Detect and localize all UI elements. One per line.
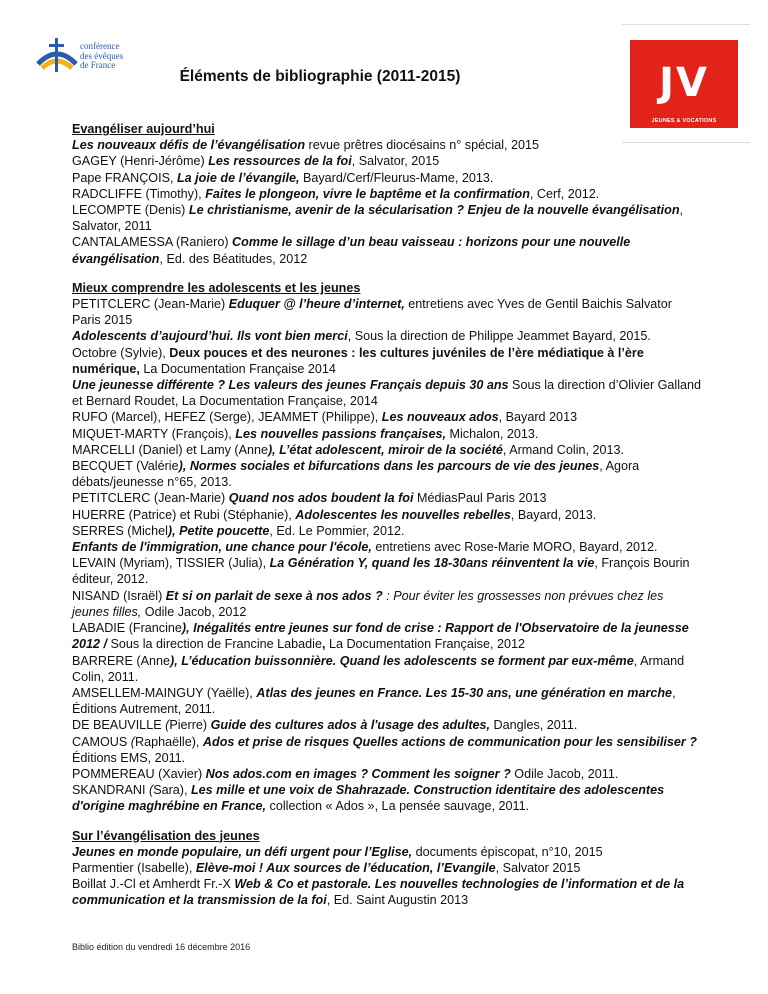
bibliography-entry [72, 507, 702, 523]
entry-text-run: , Ed. Saint Augustin 2013 [326, 893, 469, 908]
entry-text-run: HUERRE (Patrice) et Rubi (Stéphanie), [72, 507, 296, 522]
entry-text-run: MédiasPaul Paris 2013 [413, 491, 547, 506]
entry-text-run: , Armand Colin, 2011. [72, 653, 685, 684]
bibliography-entry [72, 296, 702, 328]
entry-text-run: Michalon, 2013. [445, 426, 539, 441]
entry-text-run: BECQUET (Valérie [72, 459, 179, 474]
entry-text-run: ), Normes sociales et bifurcations dans les parcours de vie des jeunes [178, 459, 600, 474]
bibliography-section [72, 280, 702, 815]
bibliography-entry [72, 442, 702, 458]
entry-text-run: CAMOUS [72, 734, 131, 749]
bibliography-entry [72, 153, 702, 169]
entry-text-run: PETITCLERC (Jean-Marie) [72, 297, 229, 312]
entry-text-run: , Armand Colin, 2013. [502, 442, 625, 457]
entry-text-run: , Sous la direction de Philippe Jeammet Bayard, 2015. [347, 329, 651, 344]
bibliography-entry [72, 345, 702, 377]
bibliography [72, 121, 702, 922]
entry-text-run: Jeunes en monde populaire, un défi urgent pour l’Eglise, [72, 844, 413, 859]
bibliography-entry [72, 539, 702, 555]
bibliography-entry [72, 860, 702, 876]
entry-text-run: Atlas des jeunes en France. Les 15-30 ans, une génération en marche [256, 685, 673, 700]
entry-text-run: RUFO (Marcel), HEFEZ (Serge), JEAMMET (Philippe), [72, 410, 382, 425]
entry-text-run: DE BEAUVILLE [72, 718, 166, 733]
bibliography-entry [72, 170, 702, 186]
entry-text-run: Sous la direction de Francine Labadie [107, 637, 322, 652]
jv-logo-letters: JV [659, 60, 709, 106]
entry-text-run: Les nouveaux ados [381, 410, 499, 425]
entry-text-run: La Documentation Française, 2012 [325, 637, 525, 652]
entry-text-run: revue prêtres diocésains n° spécial, 2015 [305, 138, 540, 153]
entry-text-run: , Agora débats/jeunesse n°65, 2013. [72, 459, 640, 490]
bibliography-entry [72, 555, 702, 587]
entry-text-run: Ados et prise de risques Quelles actions de communication pour les sensibiliser ? [202, 734, 698, 749]
entry-text-run: Raphaëlle), [134, 734, 203, 749]
entry-text-run: Bayard/Cerf/Fleurus-Mame, 2013. [299, 170, 494, 185]
entry-text-run: Une jeunesse différente ? Les valeurs des jeunes Français depuis 30 ans [72, 378, 509, 393]
entry-text-run: PETITCLERC (Jean-Marie) [72, 491, 229, 506]
entry-text-run: LECOMPTE (Denis) [72, 203, 189, 218]
entry-text-run: AMSELLEM-MAINGUY (Yaëlle), [72, 685, 257, 700]
entry-text-run: entretiens avec Yves de Gentil Baichis Salvator Paris 2015 [72, 297, 672, 328]
bibliography-entry [72, 137, 702, 153]
entry-text-run: Odile Jacob, 2012 [141, 604, 247, 619]
entry-text-run: MARCELLI (Daniel) et Lamy (Anne [72, 442, 268, 457]
entry-text-run: Comme le sillage d’un beau vaisseau : horizons pour une nouvelle évangélisation [72, 235, 631, 266]
entry-text-run: Odile Jacob, 2011. [510, 766, 619, 781]
entry-text-run: ), Inégalités entre jeunes sur fond de crise [181, 621, 434, 636]
bibliography-entry [72, 717, 702, 733]
entry-text-run: La Documentation Française 2014 [139, 361, 336, 376]
entry-text-run: Les mille et une voix de Shahrazade. Construction identitaire des adolescentes d'origine maghrébine en France, [72, 783, 665, 814]
entry-text-run: Sous la direction d’Olivier Galland et Bernard Roudet, La Documentation Française, 2014 [72, 378, 702, 409]
entry-text-run: ( [165, 718, 170, 733]
entry-text-run: Web & Co et pastorale. Les nouvelles technologies de l’information et de la communication et la transmission de la foi [72, 877, 685, 908]
bibliography-entry [72, 523, 702, 539]
entry-text-run: Les ressources de la foi [208, 154, 352, 169]
bibliography-section [72, 828, 702, 909]
entry-text-run: ), Petite poucette [167, 523, 270, 538]
entry-text-run: collection « Ados », La pensée sauvage, 2011. [266, 799, 530, 814]
bibliography-entry [72, 234, 702, 266]
entry-text-run: La joie de l’évangile, [176, 170, 300, 185]
entry-text-run: Parmentier (Isabelle), [72, 860, 196, 875]
entry-text-run: Faites le plongeon, vivre le baptême et la confirmation [205, 186, 530, 201]
bibliography-entry [72, 409, 702, 425]
entry-text-run: Adolescents d’aujourd’hui. Ils vont bien merci [72, 329, 348, 344]
entry-text-run: NISAND (Israël) [72, 588, 166, 603]
entry-text-run: Elève-moi ! Aux sources de l’éducation, l’Evangile [195, 860, 496, 875]
entry-text-run: , Salvator 2015 [495, 860, 581, 875]
bibliography-entry [72, 202, 702, 234]
entry-text-run: Sara), [153, 783, 191, 798]
bibliography-entry [72, 458, 702, 490]
entry-text-run: BARRERE (Anne [72, 653, 170, 668]
bibliography-entry [72, 844, 702, 860]
jv-logo-tagline: JEUNES & VOCATIONS [651, 118, 717, 124]
entry-text-run: Pape FRANÇOIS, [72, 170, 177, 185]
jv-logo [630, 40, 738, 128]
bibliography-entry [72, 766, 702, 782]
entry-text-run: SERRES (Michel [72, 523, 168, 538]
entry-text-run: Enfants de l'immigration, une chance pour l'école, [72, 540, 372, 555]
entry-text-run: La Génération Y, quand les 18-30ans réinventent la vie [269, 556, 595, 571]
page-title: Éléments de bibliographie (2011-2015) [179, 68, 461, 85]
bibliography-section [72, 121, 702, 267]
entry-text-run: , Ed. des Béatitudes, 2012 [159, 251, 308, 266]
entry-text-run: : Pour éviter les grossesses non prévues chez les jeunes filles, [72, 588, 664, 619]
entry-text-run: : Rapport de l'Observatoire de la jeunesse 2012 / [72, 621, 689, 652]
entry-text-run: , Éditions Autrement, 2011. [72, 685, 676, 717]
bibliography-entry [72, 620, 702, 652]
bibliography-entry [72, 734, 702, 766]
entry-text-run: LEVAIN (Myriam), TISSIER (Julia), [72, 556, 270, 571]
bibliography-entry [72, 653, 702, 685]
bibliography-entry [72, 328, 702, 344]
entry-text-run: Nos ados.com en images ? Comment les soigner ? [205, 766, 511, 781]
entry-text-run: Les nouvelles passions françaises, [235, 426, 446, 441]
entry-text-run: Eduquer @ l’heure d’internet, [228, 297, 405, 312]
bibliography-entry [72, 782, 702, 814]
divider [622, 24, 750, 25]
entry-text-run: MIQUET-MARTY (François), [72, 426, 236, 441]
entry-text-run: ( [130, 734, 135, 749]
bibliography-entry [72, 685, 702, 717]
entry-text-run: ), L’éducation buissonnière. Quand les adolescents se forment par eux-même [170, 653, 634, 668]
entry-text-run: POMMEREAU (Xavier) [72, 766, 206, 781]
entry-text-run: , Ed. Le Pommier, 2012. [269, 523, 405, 538]
entry-text-run: GAGEY (Henri-Jérôme) [72, 154, 209, 169]
bibliography-entry [72, 876, 702, 908]
entry-text-run: entretiens avec Rose-Marie MORO, Bayard, 2012. [371, 540, 658, 555]
cef-logo-line: conférence [80, 41, 120, 51]
entry-text-run: Éditions EMS, 2011. [72, 750, 186, 765]
entry-text-run: Quand nos ados boudent la foi [228, 491, 414, 506]
entry-text-run: , [321, 637, 326, 652]
entry-text-run: , Bayard, 2013. [510, 507, 597, 522]
section-heading: Sur l’évangélisation des jeunes [72, 828, 260, 843]
entry-text-run: Guide des cultures ados à l'usage des adultes, [210, 718, 491, 733]
entry-text-run: SKANDRANI [72, 783, 149, 798]
bibliography-entry [72, 186, 702, 202]
section-heading: Evangéliser aujourd’hui [72, 122, 215, 136]
entry-text-run: , Cerf, 2012. [529, 186, 600, 201]
entry-text-run: Dangles, 2011. [490, 718, 578, 733]
entry-text-run: Deux pouces et des neurones : les cultures juvéniles de l’ère médiatique à l’ère numérique, [72, 345, 644, 376]
cef-logo-line: de France [80, 60, 116, 70]
entry-text-run: ), L’état adolescent, miroir de la société [267, 442, 503, 457]
bibliography-entry [72, 490, 702, 506]
entry-text-run: ( [148, 783, 154, 798]
cef-logo-line: des évêques [80, 50, 124, 61]
entry-text-run: CANTALAMESSA (Raniero) [72, 235, 233, 250]
entry-text-run: documents épiscopat, n°10, 2015 [412, 844, 603, 859]
entry-text-run: RADCLIFFE (Timothy), [72, 186, 206, 201]
entry-text-run: LABADIE (Francine [72, 621, 182, 636]
entry-text-run: Adolescentes les nouvelles rebelles [295, 507, 511, 522]
entry-text-run: , Bayard 2013 [498, 410, 578, 425]
entry-text-run: , Salvator, 2015 [351, 154, 440, 169]
footer-text: Biblio édition du vendredi 16 décembre 2016 [72, 942, 251, 952]
section-heading: Mieux comprendre les adolescents et les jeunes [72, 280, 361, 295]
bibliography-entry [72, 377, 702, 409]
entry-text-run: Boillat J.-Cl et Amherdt Fr.-X [72, 877, 235, 892]
entry-text-run: Et si on parlait de sexe à nos ados ? [165, 588, 383, 603]
entry-text-run: Pierre) [169, 718, 211, 733]
entry-text-run: Octobre (Sylvie), [72, 345, 170, 360]
entry-text-run: Les nouveaux défis de l’évangélisation [72, 138, 306, 153]
bibliography-entry [72, 426, 702, 442]
bibliography-entry [72, 588, 702, 620]
entry-text-run: , François Bourin éditeur, 2012. [72, 556, 690, 587]
entry-text-run: Le christianisme, avenir de la sécularisation ? Enjeu de la nouvelle évangélisation [188, 203, 680, 218]
entry-text-run: , Salvator, 2011 [72, 203, 684, 234]
